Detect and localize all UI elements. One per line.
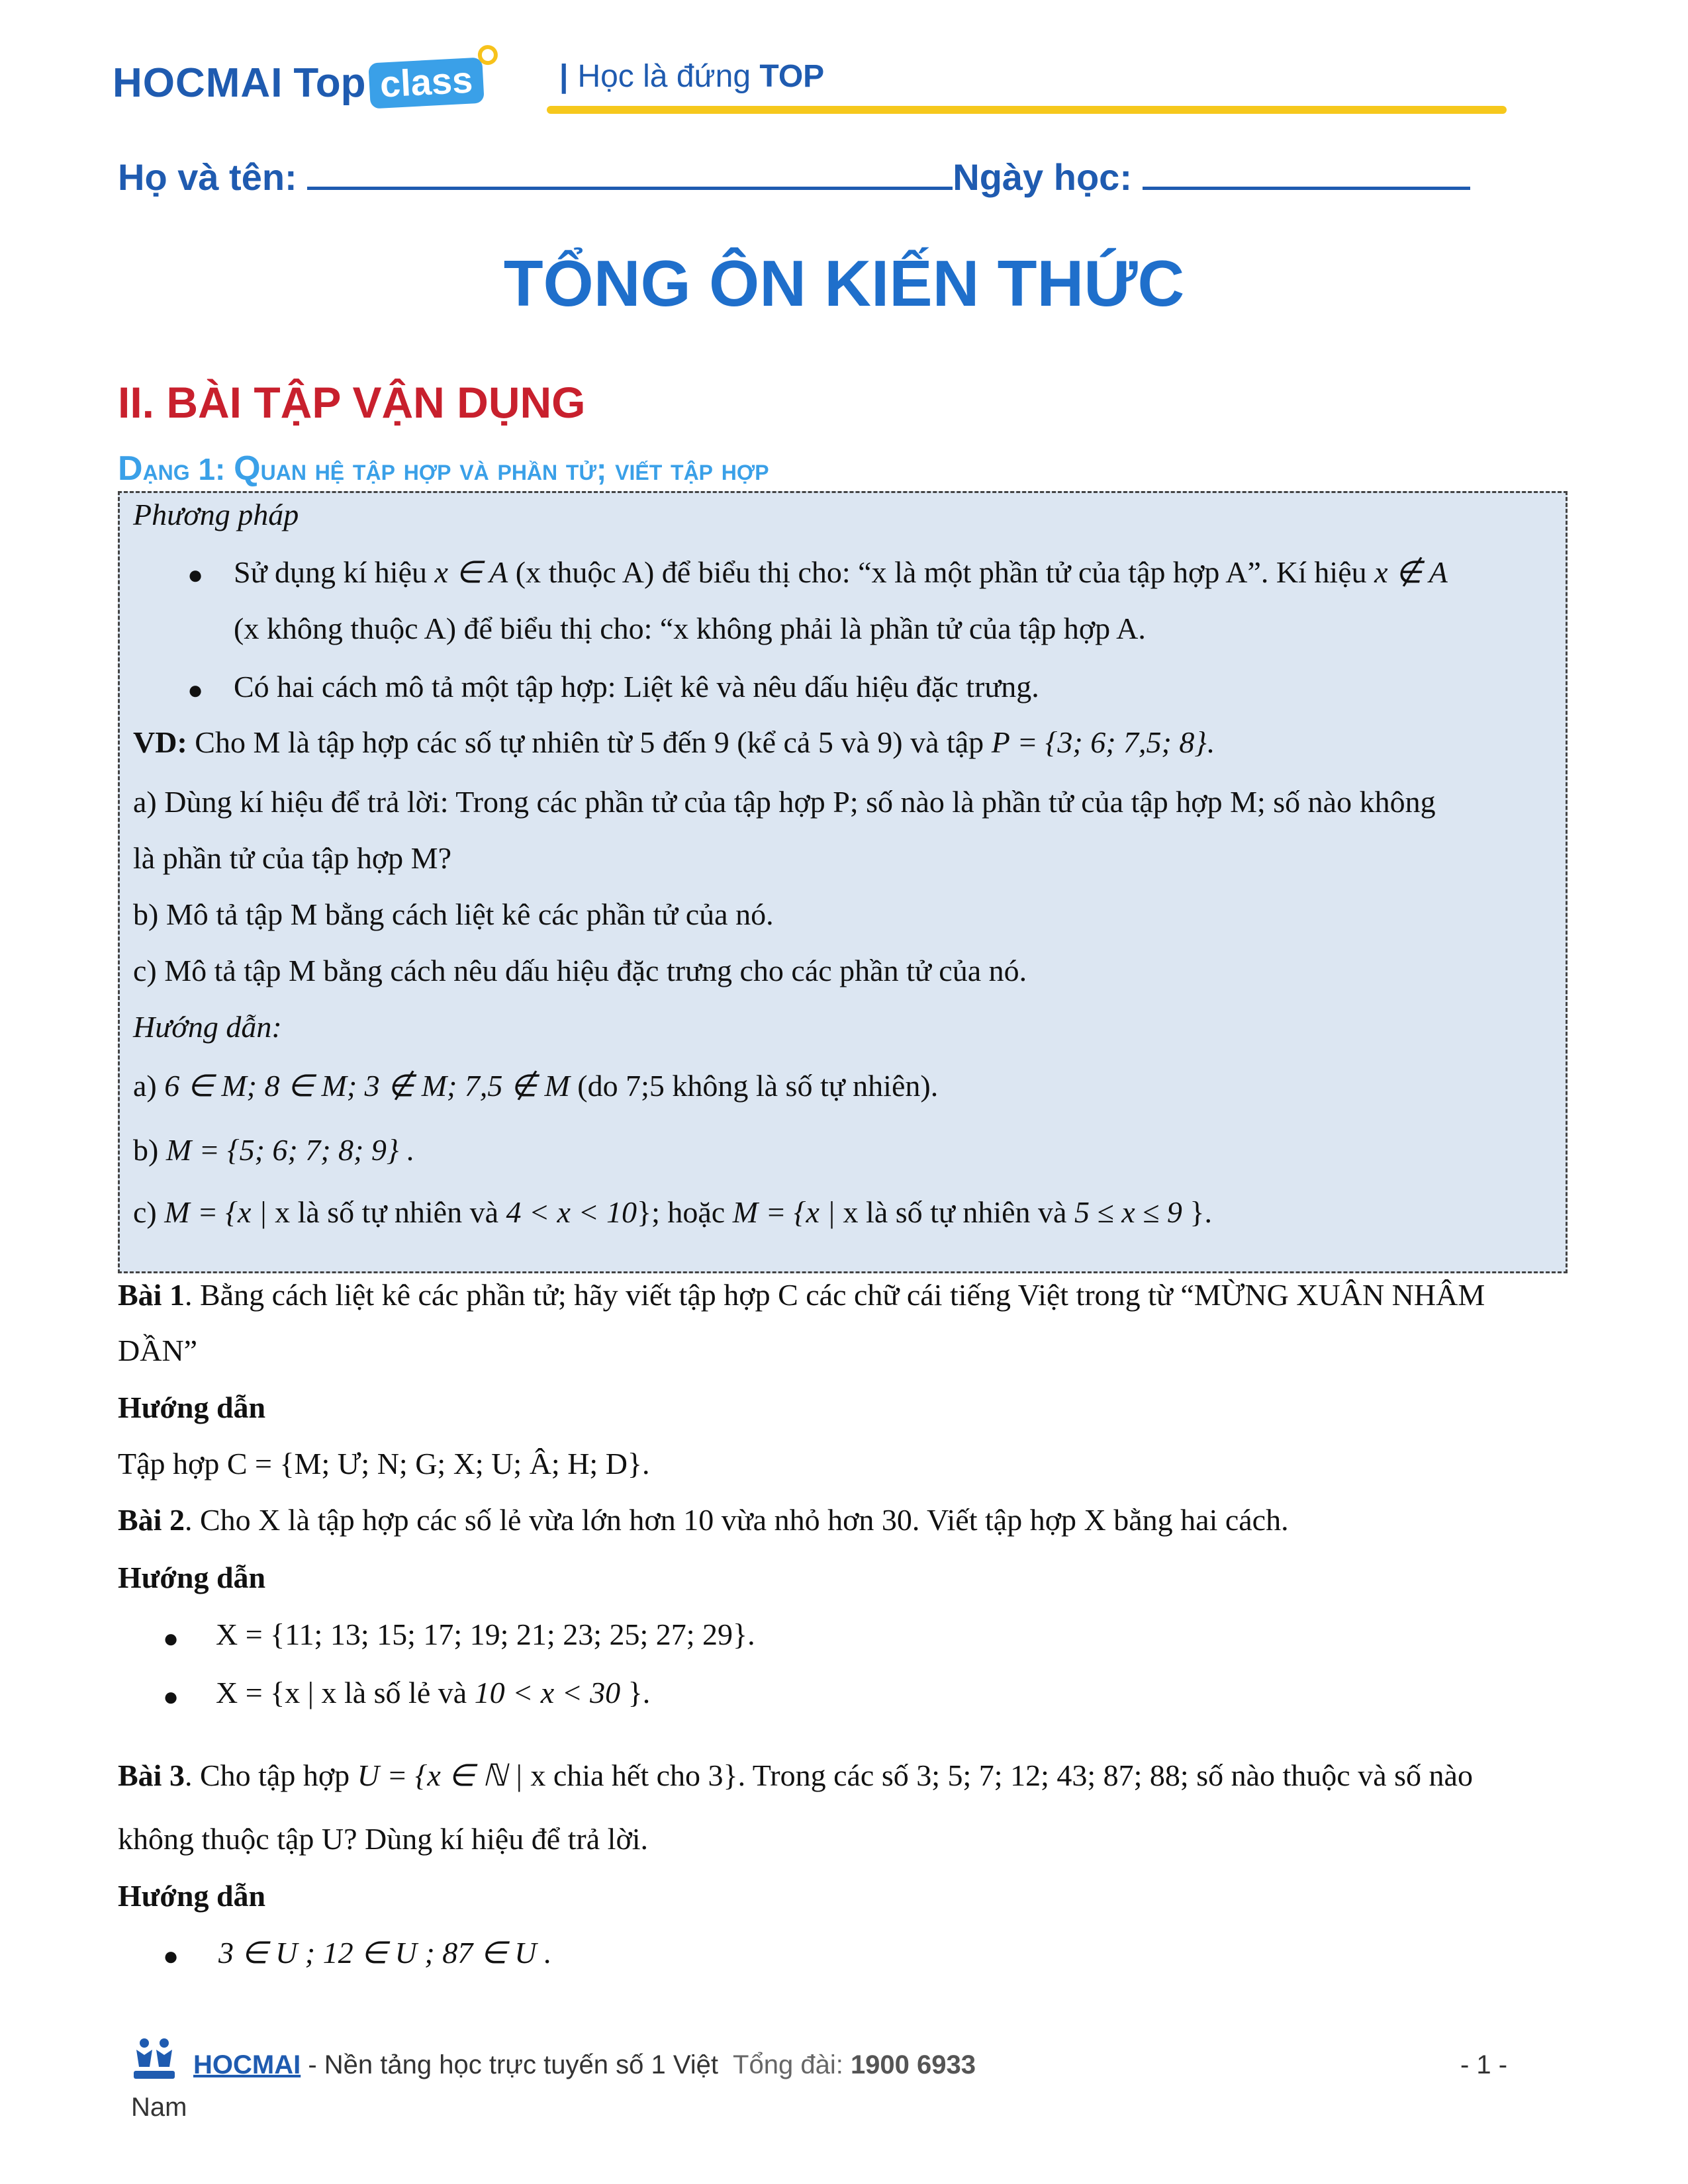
hotline-number: 1900 6933 — [850, 2050, 976, 2079]
example-line — [133, 725, 1214, 760]
dang-title-ang: ạng 1: — [142, 452, 234, 486]
student-info-line — [118, 154, 1470, 199]
vd-math: P = {3; 6; 7,5; 8} — [991, 725, 1207, 759]
bai3-answer: 3 ∈ U ; 12 ∈ U ; 87 ∈ U . — [218, 1936, 552, 1970]
b1-math-1: x ∈ A — [434, 555, 508, 589]
answer-c-text-3: x là số tự nhiên và — [843, 1195, 1074, 1229]
tagline-emph: TOP — [759, 59, 825, 94]
bai1-guide: Hướng dẫn — [118, 1390, 266, 1424]
bai2-line — [118, 1502, 1289, 1537]
bai1-label: Bài 1 — [118, 1278, 185, 1312]
hocmai-topclass-logo — [113, 50, 484, 116]
bai3-line-2: không thuộc tập U? Dùng kí hiệu để trả lời. — [118, 1822, 649, 1856]
page-title: TỔNG ÔN KIẾN THỨC — [503, 247, 1185, 320]
answer-b — [133, 1132, 414, 1167]
tagline — [559, 58, 824, 95]
answer-a-text: (do 7;5 không là số tự nhiên). — [569, 1069, 939, 1103]
answer-a-label: a) — [133, 1069, 165, 1103]
question-a-line-2: là phần tử của tập hợp M? — [133, 841, 452, 875]
date-label: Ngày học: — [953, 156, 1143, 198]
b1-text-b: (x thuộc A) để biểu thị cho: “x là một phần tử của tập hợp A”. Kí hiệu — [508, 555, 1375, 589]
footer-brand-link[interactable]: HOCMAI — [193, 2050, 301, 2079]
bai3-text-b: x chia hết cho 3}. Trong các số 3; 5; 7; 12; 43; 87; 88; số nào thuộc và số nào — [530, 1758, 1473, 1792]
dang-title-rest: uan hệ tập hợp và phần tử; viết tập hợp — [260, 452, 769, 486]
method-heading: Phương pháp — [133, 498, 299, 531]
hotline-label: Tổng đài: — [733, 2050, 851, 2079]
answer-b-math: M = {5; 6; 7; 8; 9} — [165, 1133, 399, 1167]
answer-c-math-3: M = {x | — [732, 1195, 843, 1229]
section-title: II. BÀI TẬP VẬN DỤNG — [118, 378, 586, 427]
header-divider — [547, 106, 1507, 114]
page-number: - 1 - — [1460, 2050, 1508, 2079]
vd-text: Cho M là tập hợp các số tự nhiên từ 5 đến 9 (kể cả 5 và 9) và tập — [187, 725, 992, 759]
answer-c-math-1: M = {x | — [164, 1195, 275, 1229]
bai2-answer-2 — [216, 1675, 650, 1710]
answer-c — [133, 1195, 1212, 1230]
sun-icon — [478, 44, 499, 66]
bai2-answer-2-a: X = {x | x là số lẻ và — [216, 1676, 475, 1709]
bullet-icon: ● — [163, 1941, 179, 1971]
question-c: c) Mô tả tập M bằng cách nêu dấu hiệu đặc trưng cho các phần tử của nó. — [133, 954, 1027, 987]
footer-slogan: - Nền tảng học trực tuyến số 1 Việt — [301, 2050, 719, 2079]
answer-b-end: . — [399, 1133, 414, 1167]
vd-label: VD: — [133, 725, 187, 759]
bai2-answer-2-b: }. — [620, 1676, 651, 1709]
bullet-icon: ● — [187, 560, 204, 590]
bullet-icon: ● — [163, 1623, 179, 1653]
bai2-guide: Hướng dẫn — [118, 1561, 266, 1594]
name-blank[interactable] — [307, 154, 953, 190]
date-blank[interactable] — [1143, 154, 1470, 190]
b1-math-2: x ∉ A — [1374, 555, 1448, 589]
bai1-text: . Bằng cách liệt kê các phần tử; hãy viết tập hợp C các chữ cái tiếng Việt trong từ “MỪNG XUÂN NHÂM — [184, 1278, 1485, 1312]
answer-c-text-4: }. — [1182, 1195, 1212, 1229]
tagline-prefix: Học là đứng — [577, 59, 751, 94]
bai1-line-1 — [118, 1277, 1485, 1312]
dang-title-q: Q — [234, 449, 261, 488]
bullet-icon: ● — [163, 1682, 179, 1711]
hocmai-people-icon — [131, 2035, 177, 2081]
logo-top-text: Top — [293, 60, 366, 106]
bai2-answer-1: X = {11; 13; 15; 17; 19; 21; 23; 25; 27; 29}. — [216, 1617, 755, 1651]
dang-title-d: D — [118, 449, 143, 488]
name-label: Họ và tên: — [118, 156, 308, 198]
tagline-bar-icon: | — [559, 59, 569, 94]
answer-c-text-1: x là số tự nhiên và — [275, 1195, 506, 1229]
bai3-label: Bài 3 — [118, 1758, 185, 1792]
answer-c-text-2: }; hoặc — [637, 1195, 733, 1229]
bai1-line-2: DẦN” — [118, 1334, 198, 1367]
bai1-answer: Tập hợp C = {M; Ư; N; G; X; U; Â; H; D}. — [118, 1447, 650, 1480]
method-box — [118, 491, 1568, 1273]
guide-heading: Hướng dẫn: — [133, 1010, 282, 1044]
question-b: b) Mô tả tập M bằng cách liệt kê các phần tử của nó. — [133, 897, 774, 931]
method-bullet-1-cont: (x không thuộc A) để biểu thị cho: “x không phải là phần tử của tập hợp A. — [234, 612, 1146, 645]
footer-nam: Nam — [131, 2093, 187, 2122]
bai2-text: . Cho X là tập hợp các số lẻ vừa lớn hơn 10 vừa nhỏ hơn 30. Viết tập hợp X bằng hai cách. — [184, 1503, 1289, 1537]
answer-c-label: c) — [133, 1195, 165, 1229]
bai3-text-a: . Cho tập hợp — [184, 1758, 357, 1792]
method-bullet-2: Có hai cách mô tả một tập hợp: Liệt kê và nêu dấu hiệu đặc trưng. — [234, 670, 1039, 704]
answer-a-math: 6 ∈ M; 8 ∈ M; 3 ∉ M; 7,5 ∉ M — [164, 1069, 570, 1103]
b1-text-a: Sử dụng kí hiệu — [234, 555, 435, 589]
bai3-guide: Hướng dẫn — [118, 1879, 266, 1913]
bullet-icon: ● — [187, 675, 204, 705]
answer-c-math-2: 4 < x < 10 — [506, 1195, 637, 1229]
bai2-answer-2-math: 10 < x < 30 — [474, 1676, 621, 1709]
answer-c-math-4: 5 ≤ x ≤ 9 — [1074, 1195, 1182, 1229]
question-a-line-1: a) Dùng kí hiệu để trả lời: Trong các phần tử của tập hợp P; số nào là phần tử của tập hợp M; số nào không — [133, 785, 1436, 819]
bai3-math: U = {x ∈ ℕ | — [357, 1758, 531, 1792]
vd-end: . — [1206, 725, 1215, 759]
footer-text — [193, 2050, 976, 2080]
logo-hocmai-text: HOCMAI — [113, 60, 283, 106]
dang-title — [118, 449, 769, 488]
bai3-line-1 — [118, 1757, 1473, 1793]
answer-b-label: b) — [133, 1133, 166, 1167]
bai2-label: Bài 2 — [118, 1503, 185, 1537]
logo-class-text: class — [379, 58, 475, 105]
logo-class-badge — [369, 57, 485, 109]
method-bullet-1 — [234, 554, 1448, 590]
answer-a — [133, 1068, 938, 1103]
